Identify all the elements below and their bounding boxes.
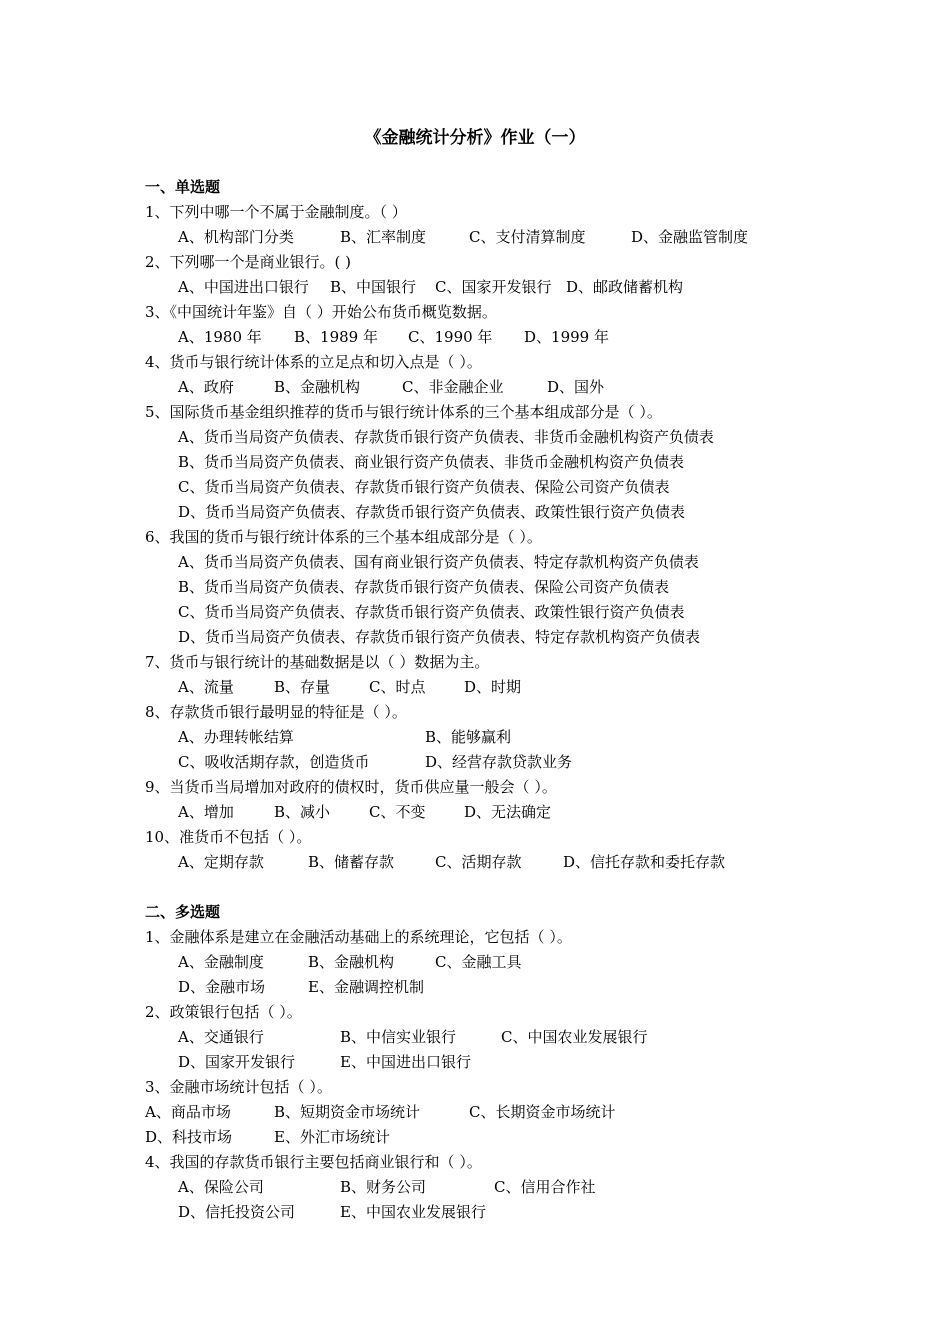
options-row [0, 375, 950, 400]
options-row [0, 1200, 950, 1225]
option-choice: C、吸收活期存款，创造货币 [178, 753, 370, 771]
options-row [0, 625, 950, 650]
options-row [0, 550, 950, 575]
option-choice: A、商品市场 [145, 1103, 231, 1121]
option-choice: B、货币当局资产负债表、存款货币银行资产负债表、保险公司资产负债表 [178, 578, 670, 596]
option-choice: A、货币当局资产负债表、国有商业银行资产负债表、特定存款机构资产负债表 [178, 553, 699, 571]
option-choice: A、金融制度 [178, 953, 264, 971]
option-choice: C、国家开发银行 [435, 278, 552, 296]
options-row [0, 1025, 950, 1050]
option-choice: A、定期存款 [178, 853, 264, 871]
question-text: 1、下列中哪一个不属于金融制度。（ ） [145, 203, 407, 221]
option-choice: E、金融调控机制 [308, 978, 424, 996]
section-spacer [0, 875, 950, 900]
options-row [0, 500, 950, 525]
options-row [0, 950, 950, 975]
options-row [0, 575, 950, 600]
option-choice: B、减小 [274, 803, 331, 821]
option-choice: D、时期 [464, 678, 522, 696]
option-choice: C、非金融企业 [402, 378, 504, 396]
option-choice: C、活期存款 [435, 853, 522, 871]
option-choice: C、不变 [369, 803, 426, 821]
question-text: 7、货币与银行统计的基础数据是以（ ）数据为主。 [145, 653, 490, 671]
option-choice: D、国家开发银行 [178, 1053, 296, 1071]
options-row [0, 425, 950, 450]
question-text: 5、国际货币基金组织推荐的货币与银行统计体系的三个基本组成部分是（ ）。 [145, 403, 662, 421]
options-row [0, 725, 950, 750]
option-choice: E、中国农业发展银行 [340, 1203, 486, 1221]
options-row [0, 325, 950, 350]
option-choice: B、汇率制度 [340, 228, 427, 246]
option-choice: A、办理转帐结算 [178, 728, 294, 746]
option-choice: D、国外 [547, 378, 605, 396]
question-text: 1、金融体系是建立在金融活动基础上的系统理论，它包括（ ）。 [145, 928, 572, 946]
option-choice: D、1999 年 [524, 328, 609, 346]
option-choice: D、信托存款和委托存款 [563, 853, 726, 871]
option-choice: A、货币当局资产负债表、存款货币银行资产负债表、非货币金融机构资产负债表 [178, 428, 714, 446]
options-row [0, 1050, 950, 1075]
option-choice: C、时点 [369, 678, 426, 696]
option-choice: A、政府 [178, 378, 234, 396]
section-heading: 二、多选题 [145, 903, 221, 921]
option-choice: A、保险公司 [178, 1178, 264, 1196]
option-choice: A、中国进出口银行 [178, 278, 309, 296]
options-row [0, 750, 950, 775]
options-row [0, 225, 950, 250]
option-choice: B、1989 年 [294, 328, 378, 346]
option-choice: D、货币当局资产负债表、存款货币银行资产负债表、政策性银行资产负债表 [178, 503, 686, 521]
options-row [0, 1100, 950, 1125]
option-choice: D、货币当局资产负债表、存款货币银行资产负债表、特定存款机构资产负债表 [178, 628, 701, 646]
question-text: 2、下列哪一个是商业银行。( ) [145, 253, 352, 271]
question-text: 4、我国的存款货币银行主要包括商业银行和（ ）。 [145, 1153, 482, 1171]
option-choice: A、1980 年 [178, 328, 262, 346]
options-row [0, 450, 950, 475]
option-choice: A、流量 [178, 678, 234, 696]
options-row [0, 475, 950, 500]
option-choice: B、货币当局资产负债表、商业银行资产负债表、非货币金融机构资产负债表 [178, 453, 685, 471]
option-choice: D、金融市场 [178, 978, 266, 996]
options-row [0, 1125, 950, 1150]
option-choice: D、经营存款贷款业务 [425, 753, 573, 771]
options-row [0, 275, 950, 300]
option-choice: B、中国银行 [330, 278, 417, 296]
option-choice: B、短期资金市场统计 [274, 1103, 421, 1121]
option-choice: C、中国农业发展银行 [501, 1028, 648, 1046]
option-choice: D、邮政储蓄机构 [566, 278, 684, 296]
option-choice: E、外汇市场统计 [274, 1128, 390, 1146]
document-content [0, 175, 950, 1225]
options-row [0, 850, 950, 875]
option-choice: B、能够赢利 [425, 728, 512, 746]
option-choice: C、金融工具 [435, 953, 522, 971]
option-choice: C、货币当局资产负债表、存款货币银行资产负债表、保险公司资产负债表 [178, 478, 670, 496]
option-choice: D、科技市场 [145, 1128, 233, 1146]
option-choice: B、财务公司 [340, 1178, 427, 1196]
option-choice: D、无法确定 [464, 803, 552, 821]
question-text: 6、我国的货币与银行统计体系的三个基本组成部分是（ ）。 [145, 528, 542, 546]
option-choice: A、增加 [178, 803, 234, 821]
option-choice: C、长期资金市场统计 [469, 1103, 616, 1121]
question-text: 4、货币与银行统计体系的立足点和切入点是（ ）。 [145, 353, 482, 371]
question-text: 3、金融市场统计包括（ ）。 [145, 1078, 332, 1096]
option-choice: B、存量 [274, 678, 331, 696]
question-text: 8、存款货币银行最明显的特征是（ ）。 [145, 703, 407, 721]
option-choice: C、1990 年 [408, 328, 493, 346]
option-choice: B、储蓄存款 [308, 853, 395, 871]
options-row [0, 975, 950, 1000]
question-text: 2、政策银行包括（ ）。 [145, 1003, 302, 1021]
option-choice: A、交通银行 [178, 1028, 264, 1046]
section-heading: 一、单选题 [145, 178, 221, 196]
option-choice: C、支付清算制度 [469, 228, 586, 246]
option-choice: D、信托投资公司 [178, 1203, 296, 1221]
options-row [0, 675, 950, 700]
question-text: 10、准货币不包括（ ）。 [145, 828, 312, 846]
option-choice: C、货币当局资产负债表、存款货币银行资产负债表、政策性银行资产负债表 [178, 603, 685, 621]
option-choice: E、中国进出口银行 [340, 1053, 471, 1071]
options-row [0, 600, 950, 625]
option-choice: B、金融机构 [308, 953, 395, 971]
question-text: 3、《中国统计年鉴》自（ ）开始公布货币概览数据。 [145, 303, 497, 321]
options-row [0, 800, 950, 825]
option-choice: D、金融监管制度 [631, 228, 749, 246]
option-choice: B、中信实业银行 [340, 1028, 457, 1046]
option-choice: B、金融机构 [274, 378, 361, 396]
option-choice: A、机构部门分类 [178, 228, 294, 246]
option-choice: C、信用合作社 [494, 1178, 596, 1196]
options-row [0, 1175, 950, 1200]
question-text: 9、当货币当局增加对政府的债权时，货币供应量一般会（ ）。 [145, 778, 557, 796]
document-title: 《金融统计分析》作业（一） [364, 128, 586, 148]
